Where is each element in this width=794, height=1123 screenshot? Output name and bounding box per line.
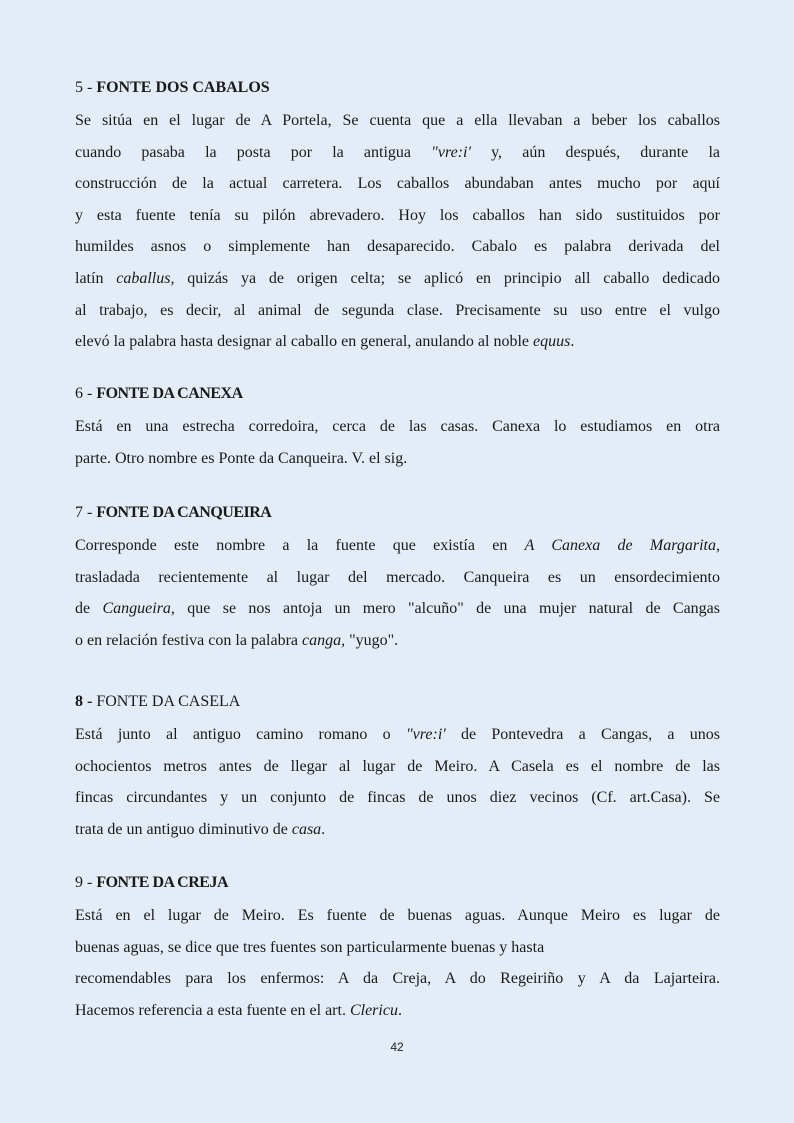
text-line: buenas aguas, se dice que tres fuentes son particularmente buenas y hasta xyxy=(75,938,545,956)
section-body xyxy=(75,105,720,358)
section-heading xyxy=(75,384,720,404)
text-line: Corresponde este nombre a la fuente que existía en A Canexa de Margarita, xyxy=(75,537,720,554)
section-title: FONTE DOS CABALOS xyxy=(96,79,270,96)
section-fonte-da-canexa xyxy=(75,384,720,474)
emphasis: caballus, xyxy=(116,269,175,287)
emphasis: A Canexa de Margarita, xyxy=(524,537,720,554)
emphasis: casa xyxy=(291,820,322,838)
text-line: Está en una estrecha corredoira, cerca de las casas. Canexa lo estudiamos en otra xyxy=(75,418,720,435)
text-line: trasladada recientemente al lugar del mercado. Canqueira es un ensordecimiento xyxy=(75,568,720,586)
text-line: elevó la palabra hasta designar al caballo en general, anulando al noble equus. xyxy=(75,333,575,351)
section-body xyxy=(75,411,720,474)
section-body xyxy=(75,900,720,1026)
text-line: trata de un antiguo diminutivo de casa. xyxy=(75,820,326,838)
text-line: de Cangueira, que se nos antoja un mero "alcuño" de una mujer natural de Cangas xyxy=(75,600,721,618)
text-line: Hacemos referencia a esta fuente en el art. Clericu. xyxy=(75,1001,402,1019)
text-line: Está en el lugar de Meiro. Es fuente de buenas aguas. Aunque Meiro es lugar de xyxy=(75,907,720,924)
text-line: cuando pasaba la posta por la antigua "vre:i' y, aún después, durante la xyxy=(75,143,720,161)
text-line: Está junto al antiguo camino romano o "vre:i' de Pontevedra a Cangas, a unos xyxy=(75,726,720,743)
text-line: ochocientos metros antes de llegar al lugar de Meiro. A Casela es el nombre de las xyxy=(75,757,720,775)
emphasis: "vre:i' xyxy=(405,726,446,743)
emphasis: Cangueira, xyxy=(102,600,175,618)
section-title: FONTE DA CANQUEIRA xyxy=(96,504,272,521)
text-line: y esta fuente tenía su pilón abrevadero. Hoy los caballos han sido sustituidos por xyxy=(75,206,720,224)
section-number: 8 - xyxy=(75,693,97,710)
section-number: 5 - xyxy=(75,79,97,96)
text-line: humildes asnos o simplemente han desaparecido. Cabalo es palabra derivada del xyxy=(75,238,720,256)
emphasis: Clericu xyxy=(349,1001,398,1019)
section-fonte-da-casela xyxy=(75,692,720,845)
text-line: recomendables para los enfermos: A da Creja, A do Regeiriño y A da Lajarteira. xyxy=(75,970,720,988)
section-number: 7 - xyxy=(75,504,97,521)
text-line: fincas circundantes y un conjunto de fincas de unos diez vecinos (Cf. art.Casa). Se xyxy=(75,789,720,807)
section-heading xyxy=(75,78,720,98)
section-heading xyxy=(75,873,720,893)
text-line: construcción de la actual carretera. Los caballos abundaban antes mucho por aquí xyxy=(75,175,720,193)
page-number: 42 xyxy=(390,1040,404,1054)
section-number: 6 - xyxy=(75,385,97,402)
section-title: FONTE DA CREJA xyxy=(96,874,229,891)
text-line: Se sitúa en el lugar de A Portela, Se cuenta que a ella llevaban a beber los caballos xyxy=(75,112,720,129)
section-body xyxy=(75,530,720,656)
text-line: parte. Otro nombre es Ponte da Canqueira. V. el sig. xyxy=(75,449,408,467)
emphasis: "vre:i' xyxy=(431,143,471,161)
section-fonte-dos-cabalos xyxy=(75,78,720,358)
text-line: al trabajo, es decir, al animal de segunda clase. Precisamente su uso entre el vulgo xyxy=(75,301,720,319)
text-line: o en relación festiva con la palabra canga, "yugo". xyxy=(75,631,399,649)
emphasis: equus xyxy=(533,333,571,351)
section-number: 9 - xyxy=(75,874,97,891)
section-title: FONTE DA CASELA xyxy=(96,693,241,710)
text-line: latín caballus, quizás ya de origen celta; se aplicó en principio all caballo dedicado xyxy=(75,269,720,287)
section-heading xyxy=(75,503,720,523)
section-body xyxy=(75,719,720,845)
emphasis: canga, xyxy=(302,631,346,649)
section-heading xyxy=(75,692,720,712)
section-fonte-da-canqueira xyxy=(75,503,720,656)
section-fonte-da-creja xyxy=(75,873,720,1026)
section-title: FONTE DA CANEXA xyxy=(96,385,243,402)
